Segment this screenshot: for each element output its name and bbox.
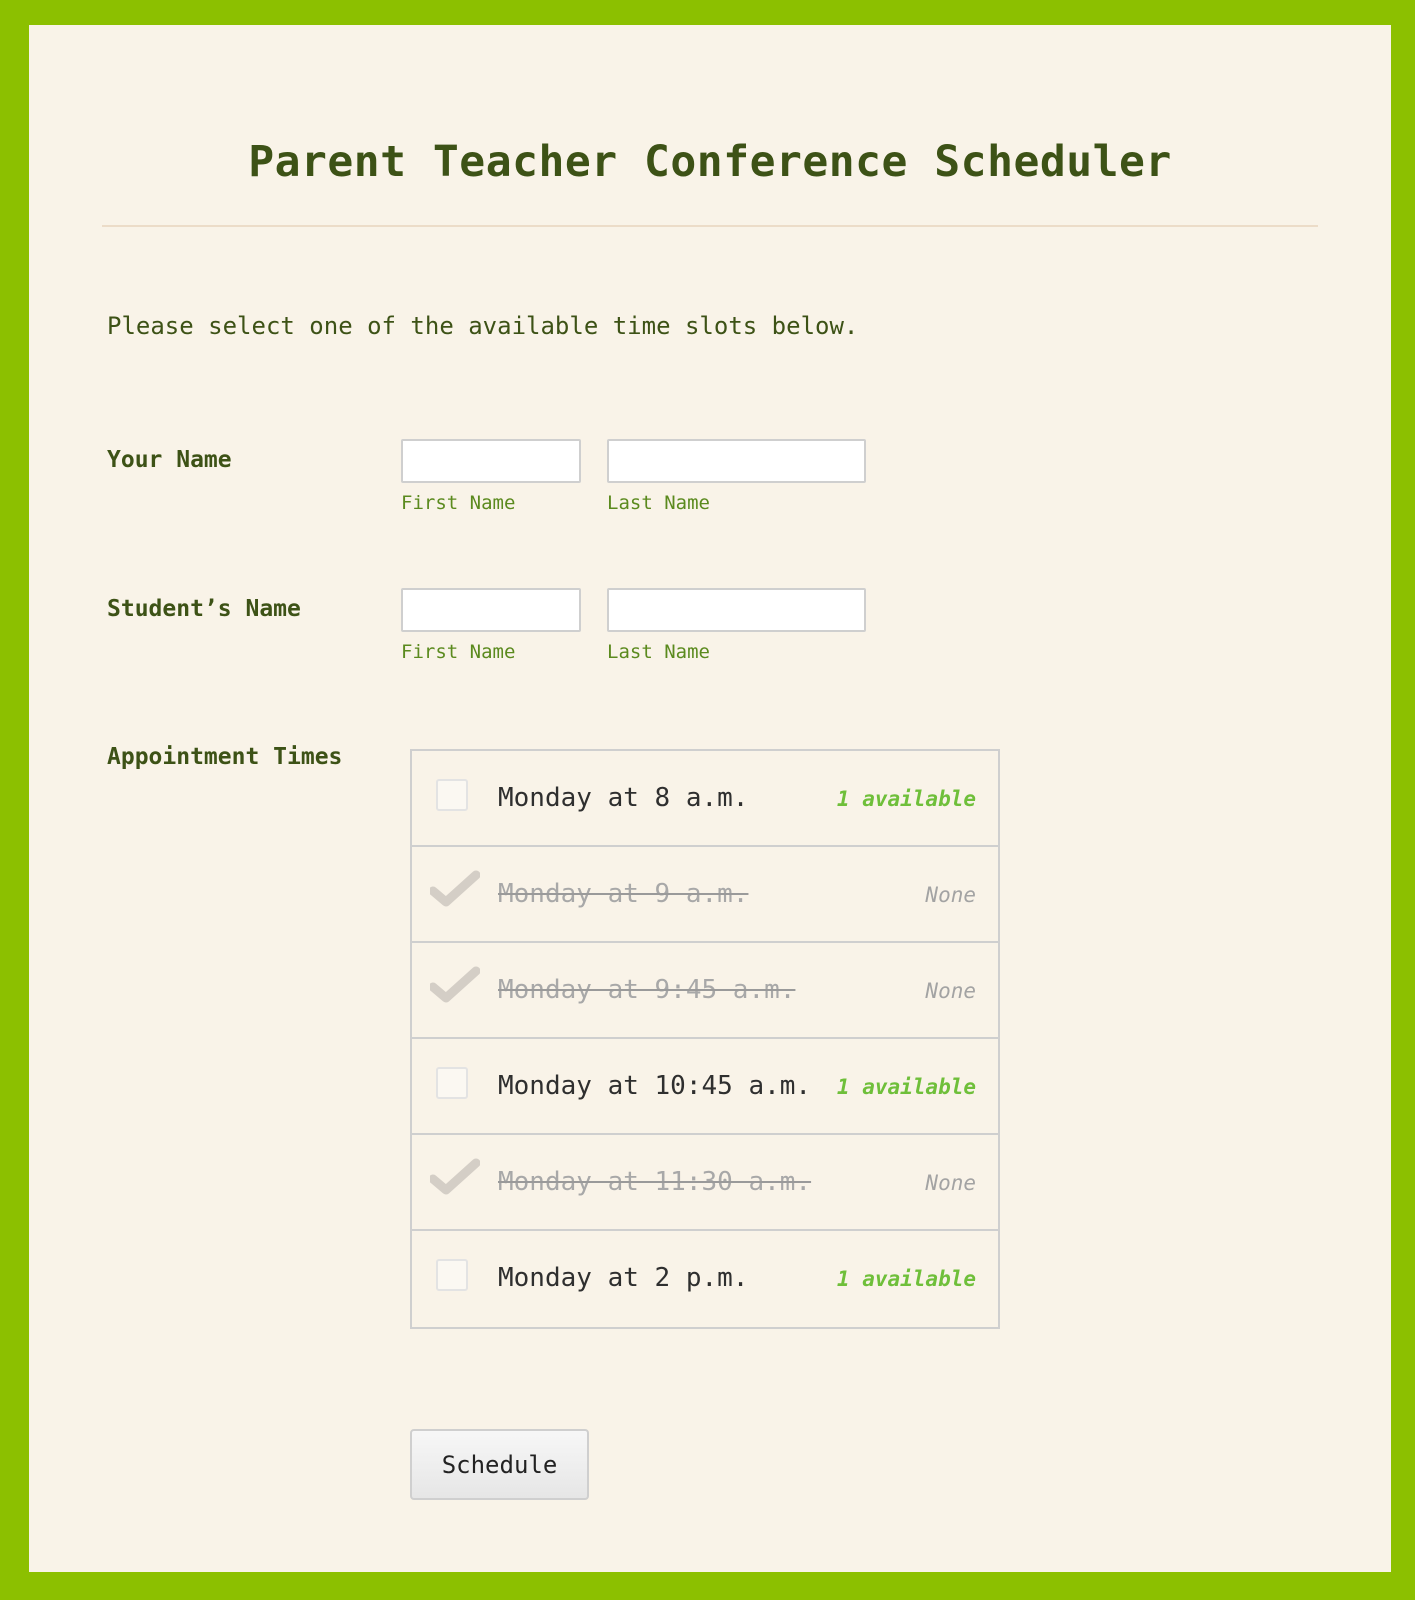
slot-availability: 1 available bbox=[836, 1075, 976, 1099]
appointment-slot[interactable] bbox=[412, 1231, 998, 1327]
checkmark-icon bbox=[430, 1157, 480, 1197]
appointment-slot bbox=[412, 943, 998, 1039]
slot-label: Monday at 2 p.m. bbox=[498, 1263, 749, 1293]
slot-label: Monday at 9:45 a.m. bbox=[498, 975, 796, 1005]
your-first-name-input[interactable] bbox=[401, 439, 581, 483]
slot-availability: 1 available bbox=[836, 1267, 976, 1291]
appointment-slot-list bbox=[410, 749, 1000, 1329]
your-name-label: Your Name bbox=[107, 447, 232, 473]
slot-availability: None bbox=[925, 1171, 976, 1195]
student-last-name-input[interactable] bbox=[607, 588, 866, 632]
slot-label: Monday at 8 a.m. bbox=[498, 783, 749, 813]
slot-availability: None bbox=[925, 979, 976, 1003]
your-first-name-sublabel: First Name bbox=[401, 492, 516, 514]
appointment-times-label: Appointment Times bbox=[107, 744, 343, 770]
schedule-button[interactable]: Schedule bbox=[410, 1429, 589, 1500]
student-first-name-input[interactable] bbox=[401, 588, 581, 632]
slot-checkbox[interactable] bbox=[436, 1259, 468, 1291]
checkmark-icon bbox=[430, 869, 480, 909]
your-last-name-sublabel: Last Name bbox=[607, 492, 710, 514]
slot-checkbox[interactable] bbox=[436, 1067, 468, 1099]
slot-availability: None bbox=[925, 883, 976, 907]
appointment-slot[interactable] bbox=[412, 751, 998, 847]
slot-label: Monday at 9 a.m. bbox=[498, 879, 749, 909]
student-name-label: Student’s Name bbox=[107, 596, 301, 622]
appointment-slot[interactable] bbox=[412, 1039, 998, 1135]
your-last-name-input[interactable] bbox=[607, 439, 866, 483]
slot-label: Monday at 10:45 a.m. bbox=[498, 1071, 812, 1101]
title-divider bbox=[102, 225, 1318, 227]
checkmark-icon bbox=[430, 965, 480, 1005]
page-title: Parent Teacher Conference Scheduler bbox=[248, 137, 1172, 187]
appointment-slot bbox=[412, 847, 998, 943]
slot-label: Monday at 11:30 a.m. bbox=[498, 1167, 812, 1197]
slot-availability: 1 available bbox=[836, 787, 976, 811]
student-first-name-sublabel: First Name bbox=[401, 641, 516, 663]
student-last-name-sublabel: Last Name bbox=[607, 641, 710, 663]
form-description: Please select one of the available time slots below. bbox=[107, 312, 859, 340]
slot-checkbox[interactable] bbox=[436, 779, 468, 811]
appointment-slot bbox=[412, 1135, 998, 1231]
